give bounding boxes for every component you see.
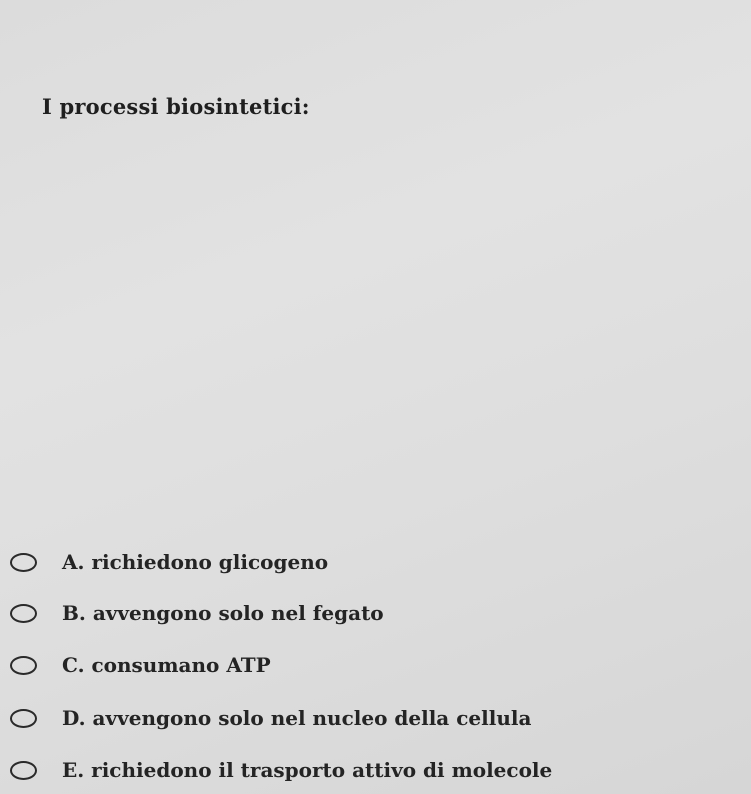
option-b[interactable] <box>10 598 384 628</box>
option-d-label: D. avvengono solo nel nucleo della cellula <box>62 706 532 730</box>
radio-button-d[interactable] <box>10 709 37 728</box>
option-d[interactable] <box>10 703 531 733</box>
radio-button-b[interactable] <box>10 604 37 623</box>
option-c-label: C. consumano ATP <box>62 653 271 677</box>
option-a[interactable] <box>10 547 328 577</box>
option-c[interactable] <box>10 650 271 680</box>
radio-button-c[interactable] <box>10 656 37 675</box>
option-a-label: A. richiedono glicogeno <box>62 550 329 574</box>
option-e-label: E. richiedono il trasporto attivo di molecole <box>62 758 553 782</box>
option-b-label: B. avvengono solo nel fegato <box>62 601 384 625</box>
question-text: I processi biosintetici: <box>42 94 310 119</box>
option-e[interactable] <box>10 755 552 785</box>
radio-button-e[interactable] <box>10 761 37 780</box>
radio-button-a[interactable] <box>10 553 37 572</box>
